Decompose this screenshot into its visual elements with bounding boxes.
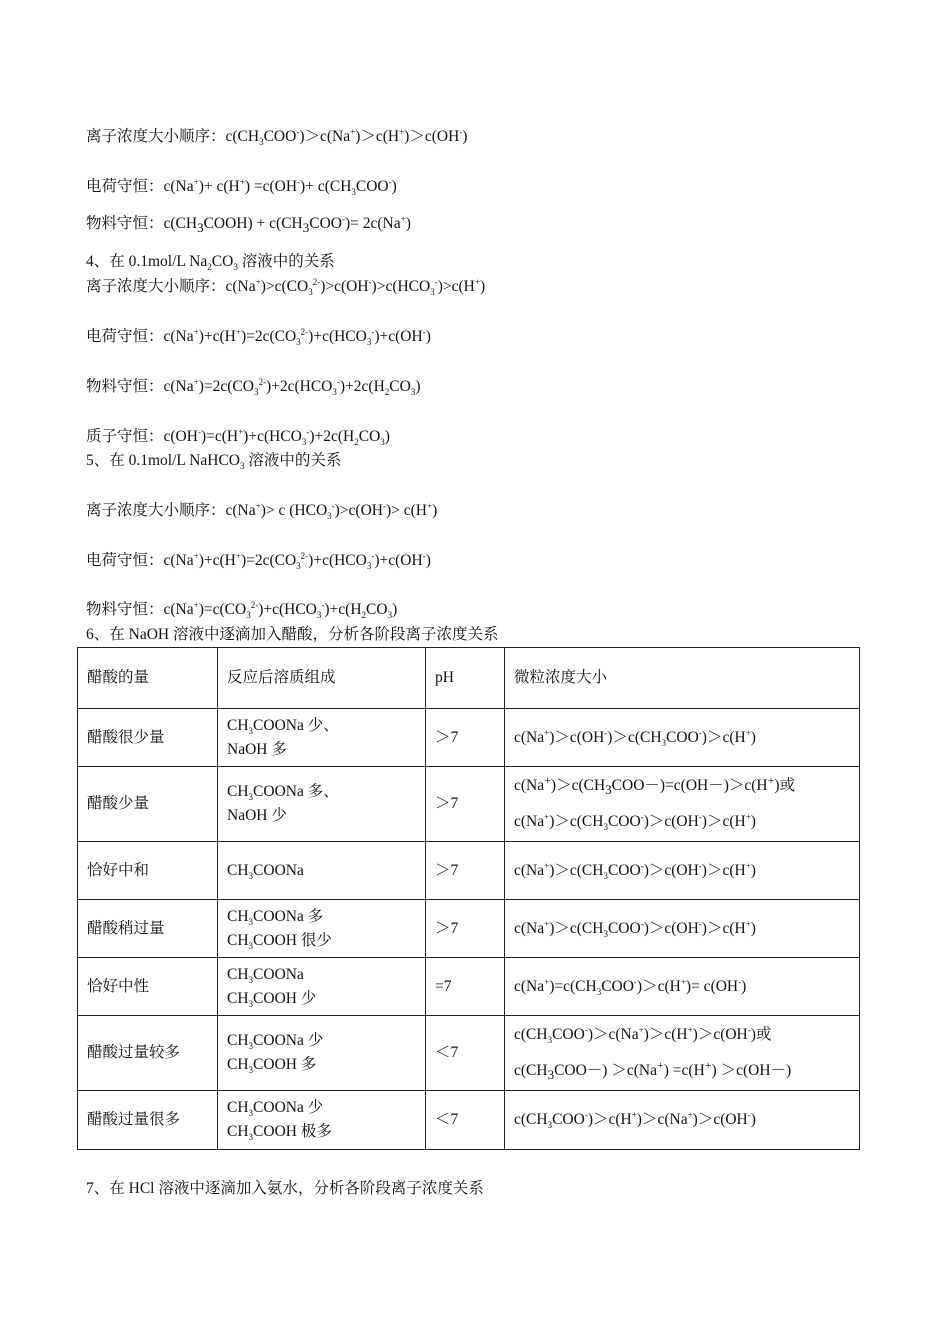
- table-row: [78, 958, 860, 1016]
- row-concentration: $c(Na^+)=c(CH_3COO^-)>c(H^+)= c(OH^-)$: [505, 958, 860, 1016]
- row-concentration: $c(Na^+)>c(CH_3COO^-)>c(OH^-)>c(H^+)$: [505, 842, 860, 900]
- s5-order-line: 离子浓度大小顺序：c(Na+)> c $(HCO_3^-)>c(OH^-)> c(H^+)$: [86, 500, 438, 522]
- s7-title: 7、在 HCl 溶液中逐滴加入氨水，分析各阶段离子浓度关系: [86, 1180, 484, 1197]
- header-solute: 反应后溶质组成: [218, 648, 426, 709]
- header-ph: pH: [426, 648, 505, 709]
- row-concentration: $c(Na^+)>c(CH_3COO-)=c(OH-)>c(H^+)$或 $c(Na^+)>c(CH_3COO^-)>c(OH^-)>c(H^+)$: [505, 767, 860, 842]
- table-row: [78, 1016, 860, 1091]
- row-concentration: $c(CH_3COO^-)>c(H^+)>c(Na^+)>c(OH^-)$: [505, 1091, 860, 1150]
- s4-charge-line: 电荷守恒：$c(Na^+)+c(H^+)=2c(CO_3^{2-})+c(HCO_3^-)+c(OH^-)$: [86, 326, 431, 348]
- row-amount: 醋酸过量较多: [78, 1016, 218, 1091]
- row-concentration: $c(CH_3COO^-)>c(Na^+)>c(H^+)>c(OH^-)$或 $c(CH_3COO-) >c(Na^+) =c(H^+) >c(OH-)$: [505, 1016, 860, 1091]
- row-ph: ＜7: [426, 1091, 505, 1150]
- row-amount: 恰好中和: [78, 842, 218, 900]
- row-solute: $CH_3COONa$ 少 $CH_3COOH$ 极多: [218, 1091, 426, 1150]
- table-row: [78, 842, 860, 900]
- s4-order-line: 离子浓度大小顺序：$c(Na^+)>c(CO_3^{2-})>c(OH^-)>c(HCO_3^-)>c(H^+)$: [86, 276, 486, 298]
- s3-order-line: 离子浓度大小顺序：$c(CH_3COO^-)>c(Na^+)>c(H^+)>c(OH^-)$: [86, 126, 468, 148]
- row-amount: 恰好中性: [78, 958, 218, 1016]
- table-row: [78, 709, 860, 767]
- s3-charge-line: 电荷守恒：$c(Na^+)+ c(H^+) =c(OH^-)+ c(CH_3COO^-)$: [86, 176, 397, 198]
- s4-proton-line: 质子守恒：$c(OH^-)=c(H^+)+c(HCO_3^-)+2c(H_2CO_3)$: [86, 426, 390, 448]
- row-solute: $CH_3COONa$ 多、 NaOH 少: [218, 767, 426, 842]
- row-ph: ＜7: [426, 1016, 505, 1091]
- s5-material-line: 物料守恒：$c(Na^+)=c(CO_3^{2-})+c(HCO_3^-)+c(H_2CO_3)$: [86, 599, 398, 621]
- s5-charge-line: 电荷守恒：$c(Na^+)+c(H^+)=2c(CO_3^{2-})+c(HCO_3^-)+c(OH^-)$: [86, 550, 431, 572]
- row-solute: $CH_3COONa$: [218, 842, 426, 900]
- acetic-acid-table: [77, 647, 860, 1150]
- row-concentration: $c(Na^+)>c(OH^-)>c(CH_3COO^-)>c(H^+)$: [505, 709, 860, 767]
- row-ph: ＞7: [426, 842, 505, 900]
- row-ph: ＞7: [426, 709, 505, 767]
- row-ph: ＞7: [426, 900, 505, 958]
- header-amount: 醋酸的量: [78, 648, 218, 709]
- s5-title: 5、在 0.1mol/L NaHCO$_3$ 溶液中的关系: [86, 452, 342, 472]
- table-row: [78, 900, 860, 958]
- s4-material-line: 物料守恒：$c(Na^+)=2c(CO_3^{2-})+2c(HCO_3^-)+2c(H_2CO_3)$: [86, 376, 421, 398]
- row-ph: =7: [426, 958, 505, 1016]
- row-amount: 醋酸少量: [78, 767, 218, 842]
- table-row: [78, 767, 860, 842]
- row-concentration: $c(Na^+)>c(CH_3COO^-)>c(OH^-)>c(H^+)$: [505, 900, 860, 958]
- s6-title: 6、在 NaOH 溶液中逐滴加入醋酸，分析各阶段离子浓度关系: [86, 626, 499, 643]
- row-solute: $CH_3COONa$ 多 $CH_3COOH$ 很少: [218, 900, 426, 958]
- header-concentration: 微粒浓度大小: [505, 648, 860, 709]
- row-solute: $CH_3COONa$ $CH_3COOH$ 少: [218, 958, 426, 1016]
- row-amount: 醋酸很少量: [78, 709, 218, 767]
- row-solute: $CH_3COONa$ 少 $CH_3COOH$ 多: [218, 1016, 426, 1091]
- s4-title: 4、在 0.1mol/L $Na_2CO_3$ 溶液中的关系: [86, 253, 335, 273]
- row-amount: 醋酸过量很多: [78, 1091, 218, 1150]
- s3-material-line: 物料守恒：$c(CH_3COOH) + c(CH_3COO^-)= 2c(Na^+)$: [86, 213, 411, 236]
- row-solute: $CH_3COONa$ 少、 NaOH 多: [218, 709, 426, 767]
- table-row: [78, 1091, 860, 1150]
- row-amount: 醋酸稍过量: [78, 900, 218, 958]
- row-ph: ＞7: [426, 767, 505, 842]
- table-header-row: [78, 648, 860, 709]
